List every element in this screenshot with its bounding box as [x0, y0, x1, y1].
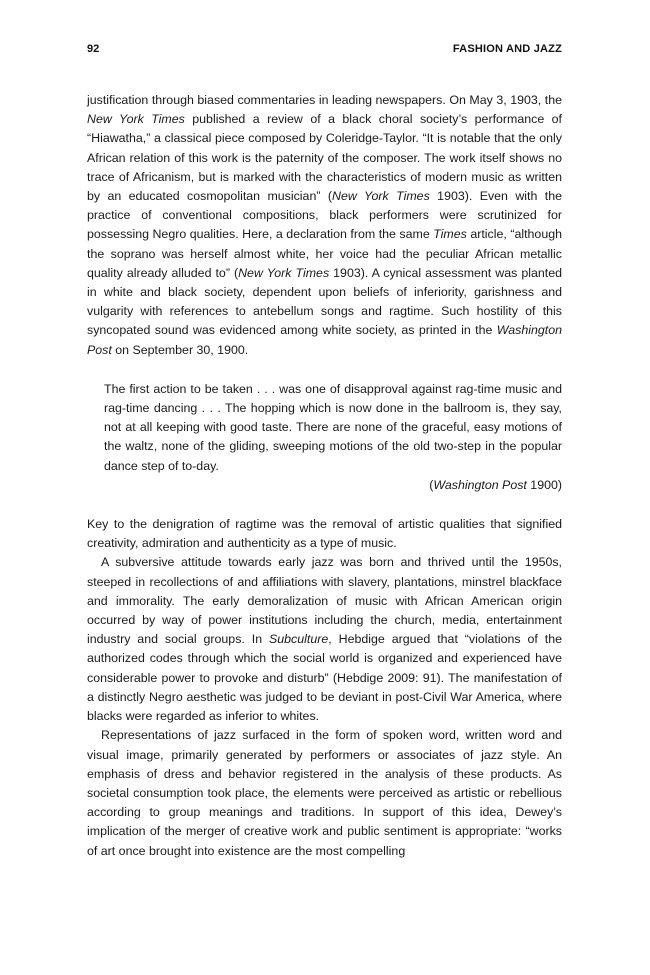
paragraph-1: justification through biased commentaries in leading newspapers. On May 3, 1903, the New York Times published a review of a black choral society’s performance of “Hiawatha,” a classical piece composed by Coleridge-Taylor. “It is notable that the only African relation of this work is the paternity of the composer. The work itself shows no trace of Africanism, but is marked with the characteristics of modern music as written by an educated cosmopolitan musician” (New York Times 1903). Even with the practice of conventional compositions, black performers were scrutinized for possessing Negro qualities. Here, a declaration from the same Times article, “although the soprano was herself almost white, her voice had the peculiar African metallic quality already alluded to” (New York Times 1903). A cynical assessment was planted in white and black society, dependent upon beliefs of inferiority, garishness and vulgarity with references to antebellum songs and ragtime. Such hostility of this syncopated sound was evidenced among white society, as printed in the Washington Post on September 30, 1900.: [87, 93, 563, 357]
paragraph-3: A subversive attitude towards early jazz was born and thrived until the 1950s, steeped in recollections of and affiliations with slavery, plantations, minstrel blackface and immorality. The early demoralization of music with African American origin occurred by way of power institutions including the church, media, entertainment industry and social groups. In Subculture, Hebdige argued that “violations of the authorized codes through which the social world is organized and experienced have considerable power to provoke and disturb” (Hebdige 2009: 91). The manifestation of a distinctly Negro aesthetic was judged to be deviant in post-Civil War America, where blacks were regarded as inferior to whites.: [87, 555, 562, 724]
block-quote-citation: (Washington Post 1900): [429, 477, 562, 492]
body-text: [87, 91, 562, 861]
block-quote: [104, 380, 562, 495]
block-quote-text: The first action to be taken . . . was one of disapproval against rag-time music and rag-time dancing . . . The hopping which is now done in the ballroom is, they say, not at all keeping with good taste. There are none of the graceful, easy motions of the waltz, none of the gliding, sweeping motions of the old two-step in the popular dance step of to-day.: [104, 381, 562, 473]
paragraph-4: Representations of jazz surfaced in the form of spoken word, written word and visual image, primarily generated by performers or associates of jazz style. An emphasis of dress and behavior registered in the analysis of these products. As societal consumption took place, the elements were perceived as artistic or rebellious according to group meanings and traditions. In support of this idea, Dewey’s implication of the merger of creative work and public sentiment is appropriate: “works of art once brought into existence are the most compelling: [87, 728, 562, 858]
running-header: [87, 43, 562, 57]
page-number: 92: [87, 43, 100, 55]
paragraph-2: Key to the denigration of ragtime was the removal of artistic qualities that signified creativity, admiration and authenticity as a type of music.: [87, 517, 562, 551]
running-title: FASHION AND JAZZ: [452, 43, 562, 55]
